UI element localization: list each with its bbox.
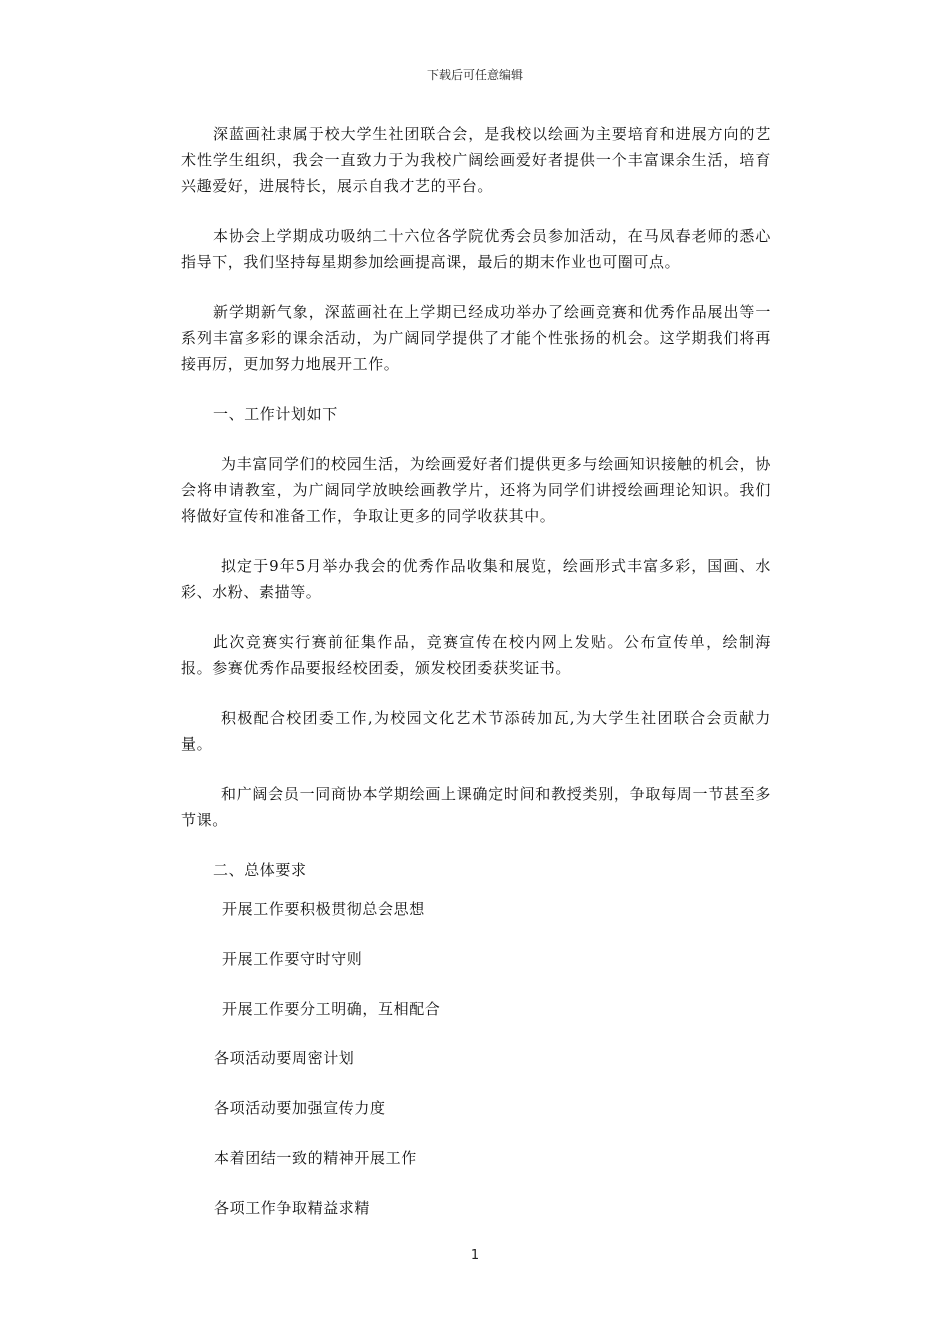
paragraph-last-term: 本协会上学期成功吸纳二十六位各学院优秀会员参加活动，在马凤春老师的悉心指导下，我们坚持每星期参加绘画提高课，最后的期末作业也可圈可点。 [181, 227, 771, 271]
paragraph-plan-exhibition: 拟定于9年5月举办我会的优秀作品收集和展览，绘画形式丰富多彩，国画、水彩、水粉、素描等。 [181, 557, 771, 601]
paragraph-plan-teaching: 为丰富同学们的校园生活，为绘画爱好者们提供更多与绘画知识接触的机会，协会将申请教室，为广阔同学放映绘画教学片，还将为同学们讲授绘画理论知识。我们将做好宣传和准备工作，争取让更多的同学收获其中。 [181, 455, 771, 525]
paragraph-plan-competition: 此次竞赛实行赛前征集作品，竞赛宣传在校内网上发贴。公布宣传单，绘制海报。参赛优秀作品要报经校团委，颁发校团委获奖证书。 [181, 633, 771, 677]
requirement-item: 开展工作要守时守则 [222, 950, 363, 968]
requirement-item: 各项工作争取精益求精 [214, 1199, 371, 1217]
requirement-item: 各项活动要加强宣传力度 [214, 1099, 386, 1117]
document-body [181, 121, 771, 907]
header-note: 下载后可任意编辑 [426, 68, 523, 82]
paragraph-plan-cooperation: 积极配合校团委工作,为校园文化艺术节添砖加瓦,为大学生社团联合会贡献力量。 [181, 709, 771, 753]
requirement-item: 开展工作要积极贯彻总会思想 [222, 900, 425, 918]
section-heading-work-plan: 一、工作计划如下 [213, 405, 338, 423]
page-number: 1 [470, 1248, 480, 1263]
requirement-item: 开展工作要分工明确，互相配合 [222, 1000, 441, 1018]
paragraph-new-term: 新学期新气象，深蓝画社在上学期已经成功举办了绘画竞赛和优秀作品展出等一系列丰富多彩的课余活动，为广阔同学提供了才能个性张扬的机会。这学期我们将再接再厉，更加努力地展开工作。 [181, 303, 771, 373]
paragraph-intro: 深蓝画社隶属于校大学生社团联合会，是我校以绘画为主要培育和进展方向的艺术性学生组织，我会一直致力于为我校广阔绘画爱好者提供一个丰富课余生活，培育兴趣爱好，进展特长，展示自我才艺的平台。 [181, 125, 771, 195]
paragraph-plan-classes: 和广阔会员一同商协本学期绘画上课确定时间和教授类别，争取每周一节甚至多节课。 [181, 785, 771, 829]
requirement-item: 各项活动要周密计划 [214, 1049, 355, 1067]
section-heading-requirements: 二、总体要求 [213, 861, 307, 879]
requirement-item: 本着团结一致的精神开展工作 [214, 1149, 417, 1167]
